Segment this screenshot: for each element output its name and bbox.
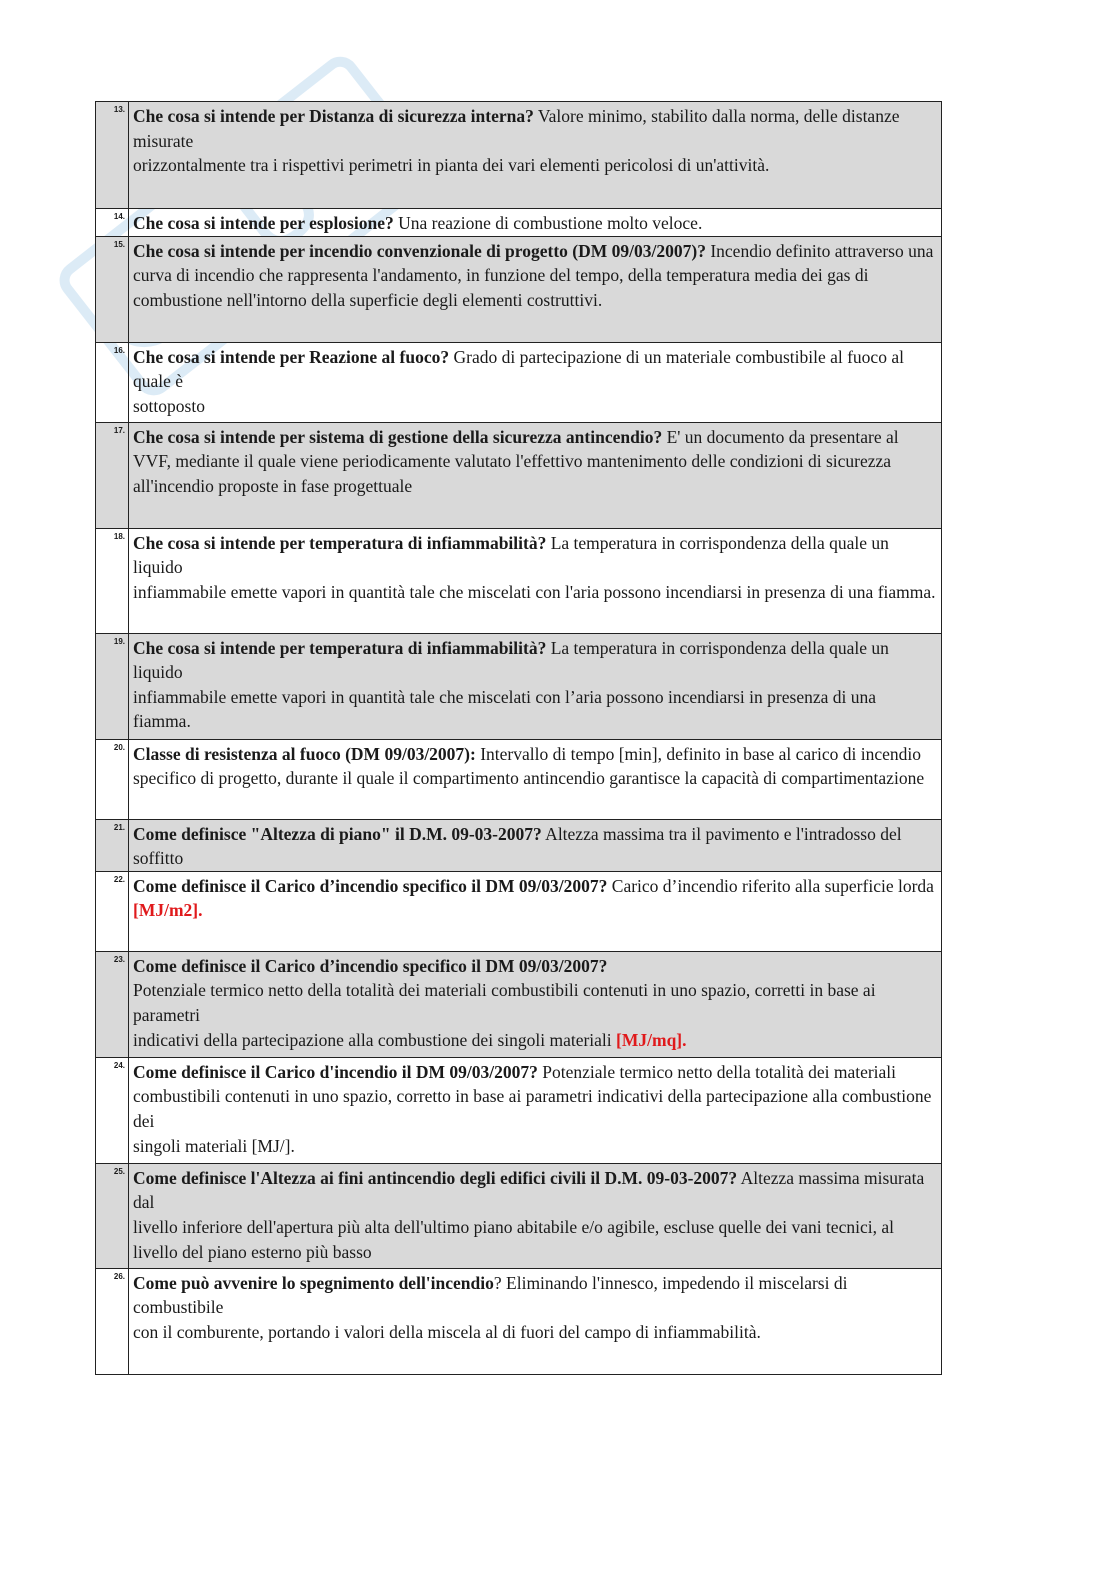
table-row [96,236,942,342]
row-number: 16. [96,342,129,422]
row-number: 21. [96,819,129,871]
table-row [96,1057,942,1163]
qa-cell [129,951,942,1057]
question-text: Che cosa si intende per incendio convenzionale di progetto (DM 09/03/2007)? [133,240,706,261]
row-number: 17. [96,422,129,528]
row-number: 15. [96,236,129,342]
row-number: 13. [96,102,129,209]
table-row [96,528,942,633]
question-text: Come definisce "Altezza di piano" il D.M. 09-03-2007? [133,823,542,844]
answer-continuation: infiammabile emette vapori in quantità tale che miscelati con l'aria possono incendiarsi in presenza di una fiamma. [133,581,936,602]
answer-text: Potenziale termico netto della totalità dei materiali combustibili contenuti in uno spazio, corretti in base ai parametri [133,980,876,1025]
qa-table [95,101,942,1375]
question-text: Che cosa si intende per temperatura di infiammabilità? [133,532,547,553]
answer-text: Intervallo di tempo [min], definito in base al carico di incendio specifico di progetto, durante il quale il compartimento antincendio garantisce la capacità di compartimentazione [133,743,925,789]
qa-cell [129,236,942,342]
qa-cell [129,422,942,528]
answer-text: La temperatura in corrispondenza della quale un liquido [133,637,889,683]
row-number: 20. [96,739,129,819]
table-row [96,951,942,1057]
answer-continuation: indicativi della partecipazione alla combustione dei singoli materiali [133,1029,617,1050]
answer-text: Incendio definito attraverso una curva di incendio che rappresenta l'andamento, in funzione del tempo, della temperatura media dei gas di combustione nell'intorno della superficie degli elementi costruttivi. [133,240,934,310]
qa-cell [129,209,942,237]
answer-text: Grado di partecipazione di un materiale combustibile al fuoco al quale è [133,346,904,392]
table-row [96,422,942,528]
question-text: Che cosa si intende per Distanza di sicurezza interna? [133,106,534,126]
row-number: 14. [96,209,129,237]
unit-label: [MJ/m2]. [133,900,203,921]
answer-text: E' un documento da presentare al VVF, mediante il quale viene periodicamente valutato l'effettivo mantenimento delle condizioni di sicurezza all'incendio proposte in fase progettuale [133,426,899,496]
row-number: 18. [96,528,129,633]
qa-cell [129,102,942,209]
answer-continuation: singoli materiali [MJ/]. [133,1135,295,1156]
question-text: Che cosa si intende per Reazione al fuoco? [133,346,450,367]
table-row [96,739,942,819]
table-row [96,819,942,871]
table-row [96,102,942,209]
row-number: 19. [96,633,129,739]
row-number: 23. [96,951,129,1057]
answer-continuation: sottoposto [133,395,205,416]
question-text: Che cosa si intende per temperatura di infiammabilità? [133,637,547,658]
qa-cell [129,1268,942,1374]
answer-text: Eliminando l'innesco, impedendo il miscelarsi di combustibile [133,1272,848,1318]
question-text: Come può avvenire lo spegnimento dell'incendio [133,1272,494,1293]
answer-continuation: livello inferiore dell'apertura più alta dell'ultimo piano abitabile e/o agibile, escluse quelle dei vani tecnici, al livello del piano esterno più basso [133,1216,894,1262]
answer-text: La temperatura in corrispondenza della quale un liquido [133,532,889,578]
question-text: Classe di resistenza al fuoco (DM 09/03/2007): [133,743,476,764]
row-number: 22. [96,871,129,951]
qa-cell [129,739,942,819]
answer-continuation: orizzontalmente tra i rispettivi perimetri in pianta dei vari elementi pericolosi di un'attività. [133,155,770,176]
qa-cell [129,819,942,871]
table-row [96,342,942,422]
question-text: Che cosa si intende per sistema di gestione della sicurezza antincendio? [133,426,663,447]
question-text: Che cosa si intende per esplosione? [133,213,394,233]
answer-continuation: con il comburente, portando i valori della miscela al di fuori del campo di infiammabilità. [133,1321,761,1342]
table-row [96,1163,942,1268]
answer-text: Una reazione di combustione molto veloce. [393,213,703,233]
qa-cell [129,871,942,951]
qa-cell [129,1057,942,1163]
answer-text: Carico d’incendio riferito alla superficie lorda [607,875,934,896]
question-text: Come definisce il Carico d’incendio specifico il DM 09/03/2007? [133,955,608,976]
answer-text: Potenziale termico netto della totalità dei materiali combustibili contenuti in uno spazio, corretto in base ai parametri indicativi della partecipazione alla combustione dei [133,1061,932,1131]
question-text: Come definisce il Carico d'incendio il DM 09/03/2007? [133,1061,538,1082]
row-number: 24. [96,1057,129,1163]
answer-text: Altezza massima misurata dal [133,1167,925,1213]
table-row [96,1268,942,1374]
unit-label: [MJ/mq]. [616,1029,687,1050]
row-number: 25. [96,1163,129,1268]
qa-cell [129,1163,942,1268]
question-mark: ? [493,1272,502,1293]
answer-text: Altezza massima tra il pavimento e l'intradosso del soffitto [133,823,902,869]
qa-cell [129,528,942,633]
question-text: Come definisce il Carico d’incendio specifico il DM 09/03/2007? [133,875,608,896]
qa-cell [129,342,942,422]
qa-cell [129,633,942,739]
table-row [96,871,942,951]
question-text: Come definisce l'Altezza ai fini antincendio degli edifici civili il D.M. 09-03-2007? [133,1167,738,1188]
table-row [96,209,942,237]
table-row [96,633,942,739]
answer-text: Valore minimo, stabilito dalla norma, delle distanze misurate [133,106,900,151]
answer-continuation: infiammabile emette vapori in quantità tale che miscelati con l’aria possono incendiarsi in presenza di una fiamma. [133,686,876,732]
row-number: 26. [96,1268,129,1374]
